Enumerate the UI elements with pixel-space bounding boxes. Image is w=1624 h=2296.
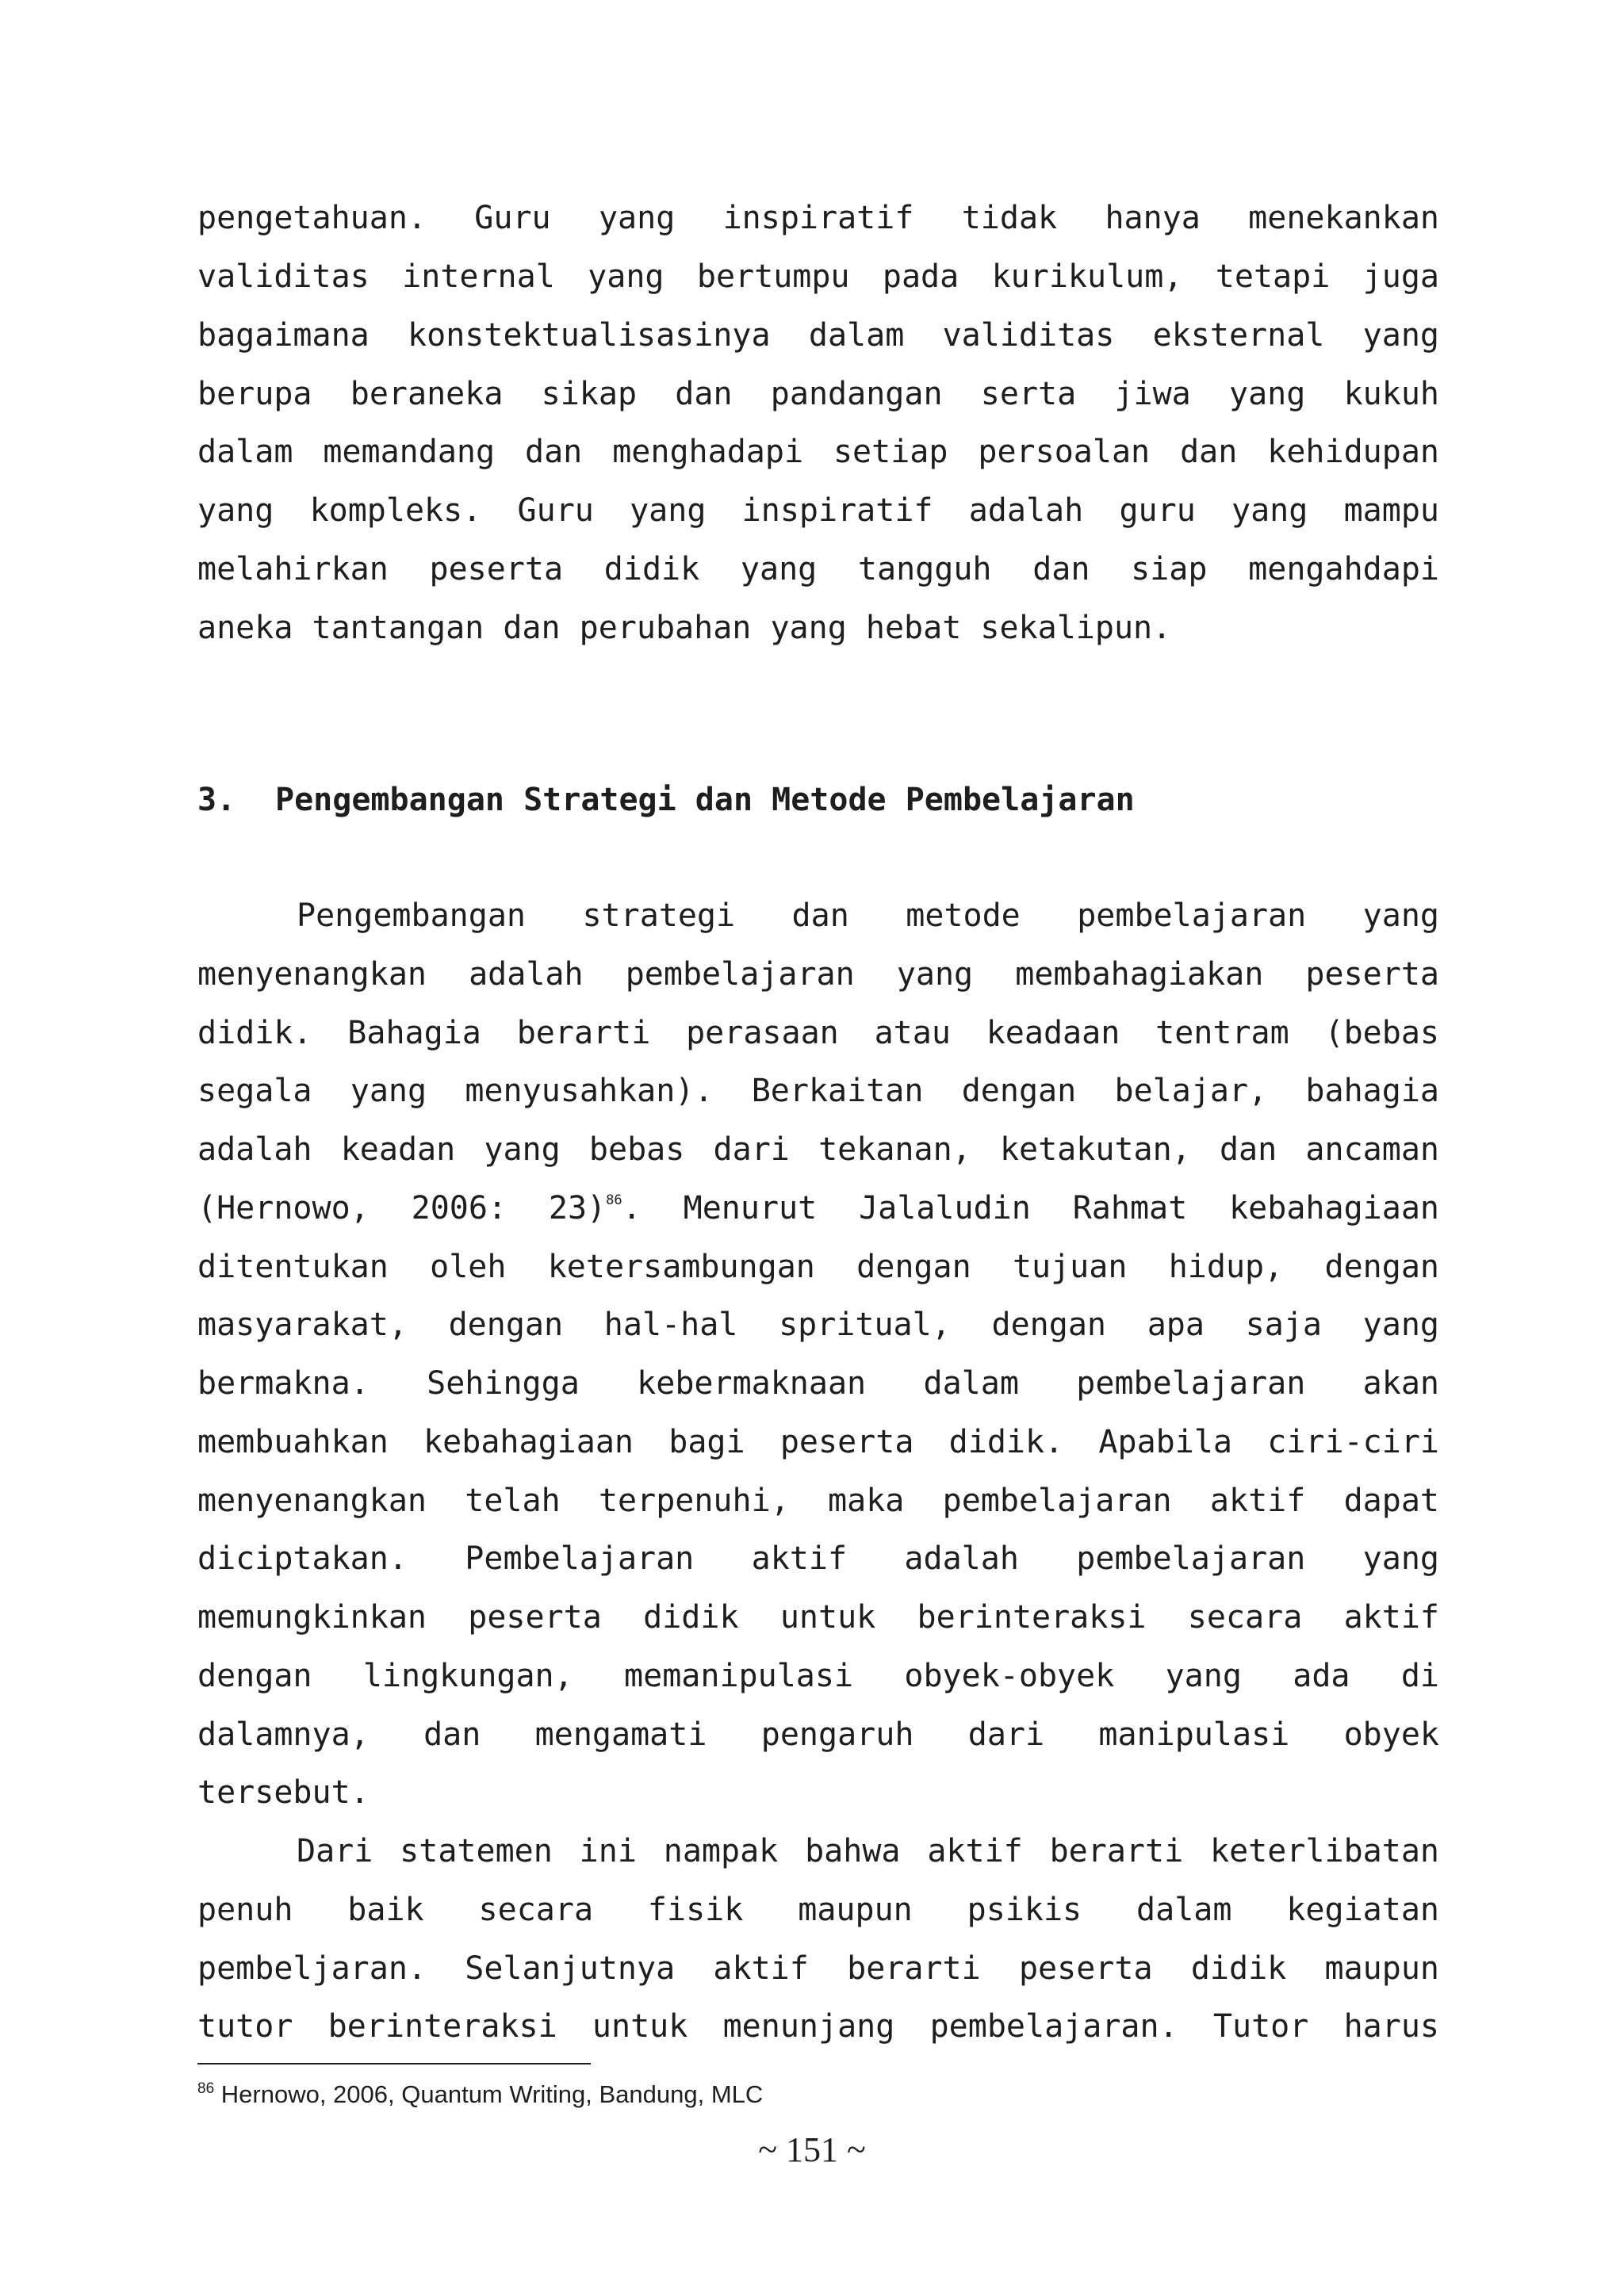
footnote-text: Hernowo, 2006, Quantum Writing, Bandung, MLC (220, 2080, 764, 2108)
body-text-line: diciptakan. Pembelajaran aktif adalah pembelajaran yang (197, 1540, 1439, 1577)
body-text-line: masyarakat, dengan hal-hal spritual, dengan apa saja yang (197, 1307, 1439, 1343)
body-text-line: berupa beraneka sikap dan pandangan serta jiwa yang kukuh (197, 376, 1439, 412)
citation-text: (Hernowo, 2006: 23) (197, 1190, 607, 1226)
citation-line (197, 1189, 1439, 1227)
body-text-line: adalah keadan yang bebas dari tekanan, ketakutan, dan ancaman (197, 1131, 1439, 1168)
section-heading (197, 781, 1135, 819)
body-text-line: yang kompleks. Guru yang inspiratif adalah guru yang mampu (197, 492, 1439, 529)
body-text-line: didik. Bahagia berarti perasaan atau keadaan tentram (bebas (197, 1015, 1439, 1051)
body-text-line: validitas internal yang bertumpu pada kurikulum, tetapi juga (197, 258, 1439, 295)
footnote-number: 86 (197, 2080, 215, 2097)
footnote-reference[interactable]: 86 (606, 1192, 622, 1208)
body-text-line: ditentukan oleh ketersambungan dengan tujuan hidup, dengan (197, 1249, 1439, 1285)
body-text-line: tutor berinteraksi untuk menunjang pembelajaran. Tutor harus (197, 2008, 1439, 2045)
body-text-line: menyenangkan adalah pembelajaran yang membahagiakan peserta (197, 956, 1439, 993)
body-text-line: aneka tantangan dan perubahan yang hebat sekalipun. (197, 610, 1172, 646)
body-text-line: Pengembangan strategi dan metode pembelajaran yang (297, 897, 1439, 934)
section-number: 3. (197, 782, 236, 818)
section-title: Pengembangan Strategi dan Metode Pembelajaran (275, 782, 1135, 818)
body-text-line: dengan lingkungan, memanipulasi obyek-obyek yang ada di (197, 1658, 1439, 1694)
body-text-line: menyenangkan telah terpenuhi, maka pembelajaran aktif dapat (197, 1483, 1439, 1519)
body-text-line: segala yang menyusahkan). Berkaitan dengan belajar, bahagia (197, 1073, 1439, 1109)
footnote (197, 2080, 763, 2109)
body-text-line: pembeljaran. Selanjutnya aktif berarti peserta didik maupun (197, 1950, 1439, 1987)
body-text-line: dalam memandang dan menghadapi setiap persoalan dan kehidupan (197, 434, 1439, 470)
body-text-line: membuahkan kebahagiaan bagi peserta didik. Apabila ciri-ciri (197, 1424, 1439, 1460)
body-text-line: tersebut. (197, 1774, 370, 1811)
page-number: ~ 151 ~ (758, 2130, 866, 2169)
footnote-separator (197, 2063, 591, 2064)
body-text-span: . Menurut Jalaludin Rahmat kebahagiaan (622, 1190, 1439, 1226)
body-text-line: penuh baik secara fisik maupun psikis dalam kegiatan (197, 1892, 1439, 1928)
body-text-line: Dari statemen ini nampak bahwa aktif berarti keterlibatan (297, 1833, 1439, 1869)
body-text-line: melahirkan peserta didik yang tangguh dan siap mengahdapi (197, 551, 1439, 587)
body-text-line: memungkinkan peserta didik untuk berinteraksi secara aktif (197, 1599, 1439, 1636)
body-text-line: pengetahuan. Guru yang inspiratif tidak hanya menekankan (197, 200, 1439, 236)
body-text-line: dalamnya, dan mengamati pengaruh dari manipulasi obyek (197, 1716, 1439, 1753)
body-text-line: bermakna. Sehingga kebermaknaan dalam pembelajaran akan (197, 1365, 1439, 1402)
body-text-line: bagaimana konstektualisasinya dalam validitas eksternal yang (197, 317, 1439, 354)
